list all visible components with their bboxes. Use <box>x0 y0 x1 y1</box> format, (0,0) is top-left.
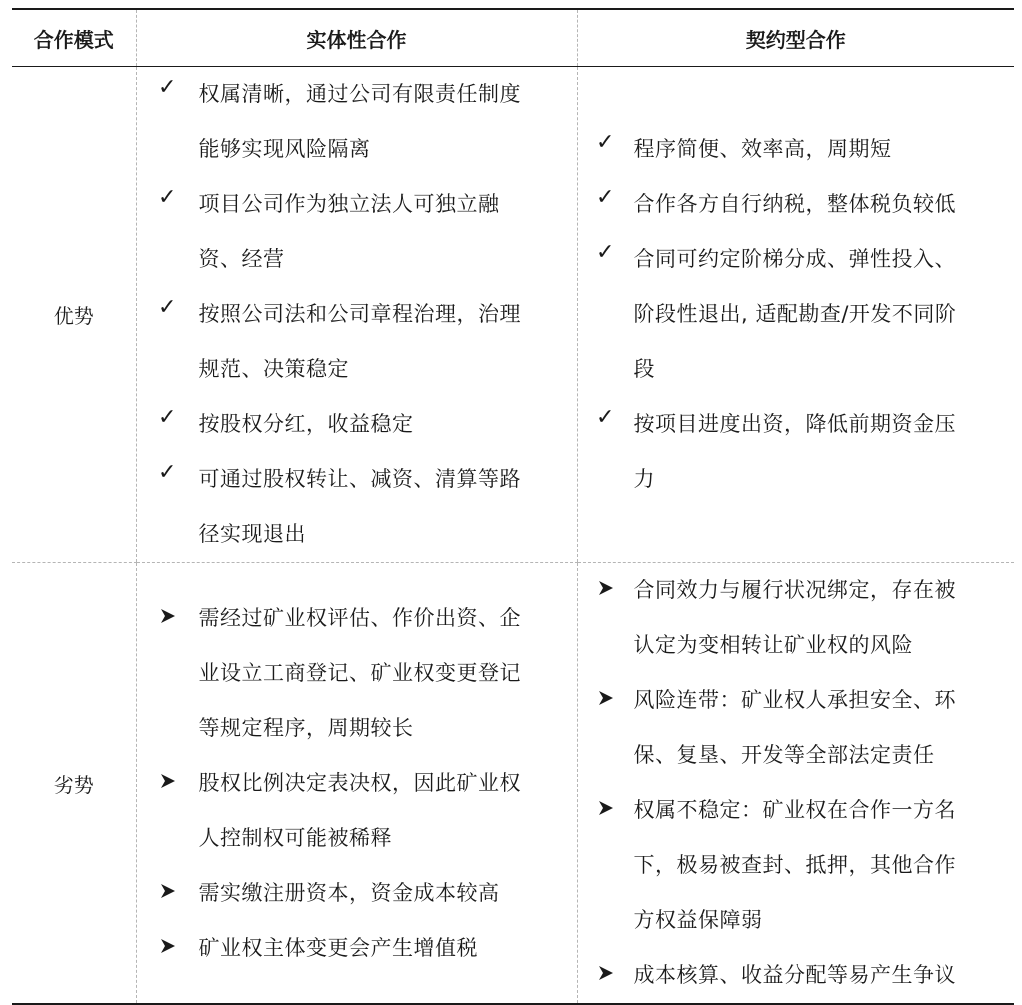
disadvantages-contract-list <box>578 563 1015 1003</box>
item-text: 段 <box>633 357 655 381</box>
item-text: 成本核算、收益分配等易产生争议 <box>633 963 956 987</box>
item-text: 风险连带：矿业权人承担安全、环 <box>633 688 956 712</box>
list-item <box>137 921 577 976</box>
arrowhead-bullet-icon <box>578 673 634 705</box>
item-text: 保、复垦、开发等全部法定责任 <box>633 743 935 767</box>
item-text: 人控制权可能被稀释 <box>198 825 392 850</box>
comparison-table-sheet <box>12 8 1014 994</box>
disadvantages-contract-cell <box>577 563 1014 1005</box>
item-text: 按项目进度出资，降低前期资金压 <box>633 412 956 436</box>
arrowhead-bullet-icon <box>137 921 199 953</box>
arrowhead-bullet-icon <box>137 866 199 898</box>
list-item <box>578 232 1015 397</box>
item-text: 下，极易被查封、抵押，其他合作 <box>633 853 956 877</box>
item-text: 需经过矿业权评估、作价出资、企 <box>198 605 521 630</box>
check-icon: ✓ <box>158 295 177 320</box>
advantages-entity-cell <box>136 67 577 563</box>
list-item <box>578 673 1015 783</box>
item-text: 合同效力与履行状况绑定，存在被 <box>633 578 956 602</box>
list-item <box>137 177 577 287</box>
item-text: 方权益保障弱 <box>633 908 763 932</box>
check-icon: ✓ <box>596 130 615 155</box>
advantages-row <box>12 67 1014 563</box>
disadvantages-entity-cell <box>136 563 577 1005</box>
check-icon: ✓ <box>596 185 615 210</box>
item-text: 按照公司法和公司章程治理，治理 <box>198 302 521 326</box>
item-text: 业设立工商登记、矿业权变更登记 <box>198 660 521 685</box>
list-item <box>137 287 577 397</box>
header-entity-cooperation: 实体性合作 <box>136 9 577 67</box>
list-item <box>578 177 1015 232</box>
item-text: 项目公司作为独立法人可独立融 <box>198 192 500 216</box>
item-text: 资、经营 <box>198 247 285 271</box>
list-item <box>578 783 1015 948</box>
item-text: 权属不稳定：矿业权在合作一方名 <box>633 798 956 822</box>
item-text: 等规定程序，周期较长 <box>198 715 414 740</box>
item-text: 权属清晰，通过公司有限责任制度 <box>198 82 521 106</box>
list-item <box>137 591 577 756</box>
check-icon: ✓ <box>158 75 177 100</box>
comparison-table <box>12 8 1014 1005</box>
item-text: 需实缴注册资本，资金成本较高 <box>198 880 500 905</box>
list-item <box>137 67 577 177</box>
header-contract-cooperation: 契约型合作 <box>577 9 1014 67</box>
advantages-contract-list <box>578 122 1015 507</box>
arrowhead-bullet-icon <box>137 591 199 623</box>
arrowhead-bullet-icon <box>578 783 634 815</box>
item-text: 可通过股权转让、减资、清算等路 <box>198 467 521 491</box>
item-text: 合作各方自行纳税，整体税负较低 <box>633 192 956 216</box>
item-text: 阶段性退出, 适配勘查/开发不同阶 <box>633 302 957 326</box>
advantages-label: 优势 <box>12 67 136 563</box>
check-icon: ✓ <box>158 405 177 430</box>
item-text: 力 <box>633 467 655 491</box>
list-item <box>578 563 1015 673</box>
list-item <box>137 452 577 562</box>
list-item <box>137 756 577 866</box>
check-icon: ✓ <box>596 240 615 265</box>
disadvantages-label: 劣势 <box>12 563 136 1005</box>
item-text: 合同可约定阶梯分成、弹性投入、 <box>633 247 956 271</box>
disadvantages-row <box>12 563 1014 1005</box>
arrowhead-bullet-icon <box>137 756 199 788</box>
advantages-contract-cell <box>577 67 1014 563</box>
list-item <box>578 948 1015 1003</box>
item-text: 矿业权主体变更会产生增值税 <box>198 935 478 960</box>
list-item <box>137 866 577 921</box>
check-icon: ✓ <box>596 405 615 430</box>
item-text: 径实现退出 <box>198 522 306 546</box>
advantages-entity-list <box>137 67 577 562</box>
header-row <box>12 9 1014 67</box>
list-item <box>137 397 577 452</box>
disadvantages-entity-list <box>137 591 577 976</box>
check-icon: ✓ <box>158 185 177 210</box>
check-icon: ✓ <box>158 460 177 485</box>
item-text: 程序简便、效率高，周期短 <box>633 137 892 161</box>
item-text: 股权比例决定表决权，因此矿业权 <box>198 770 521 795</box>
item-text: 能够实现风险隔离 <box>198 137 371 161</box>
arrowhead-bullet-icon <box>578 948 634 980</box>
item-text: 按股权分红，收益稳定 <box>198 412 414 436</box>
arrowhead-bullet-icon <box>578 563 634 595</box>
item-text: 规范、决策稳定 <box>198 357 349 381</box>
header-cooperation-mode: 合作模式 <box>12 9 136 67</box>
list-item <box>578 122 1015 177</box>
list-item <box>578 397 1015 507</box>
item-text: 认定为变相转让矿业权的风险 <box>633 633 913 657</box>
